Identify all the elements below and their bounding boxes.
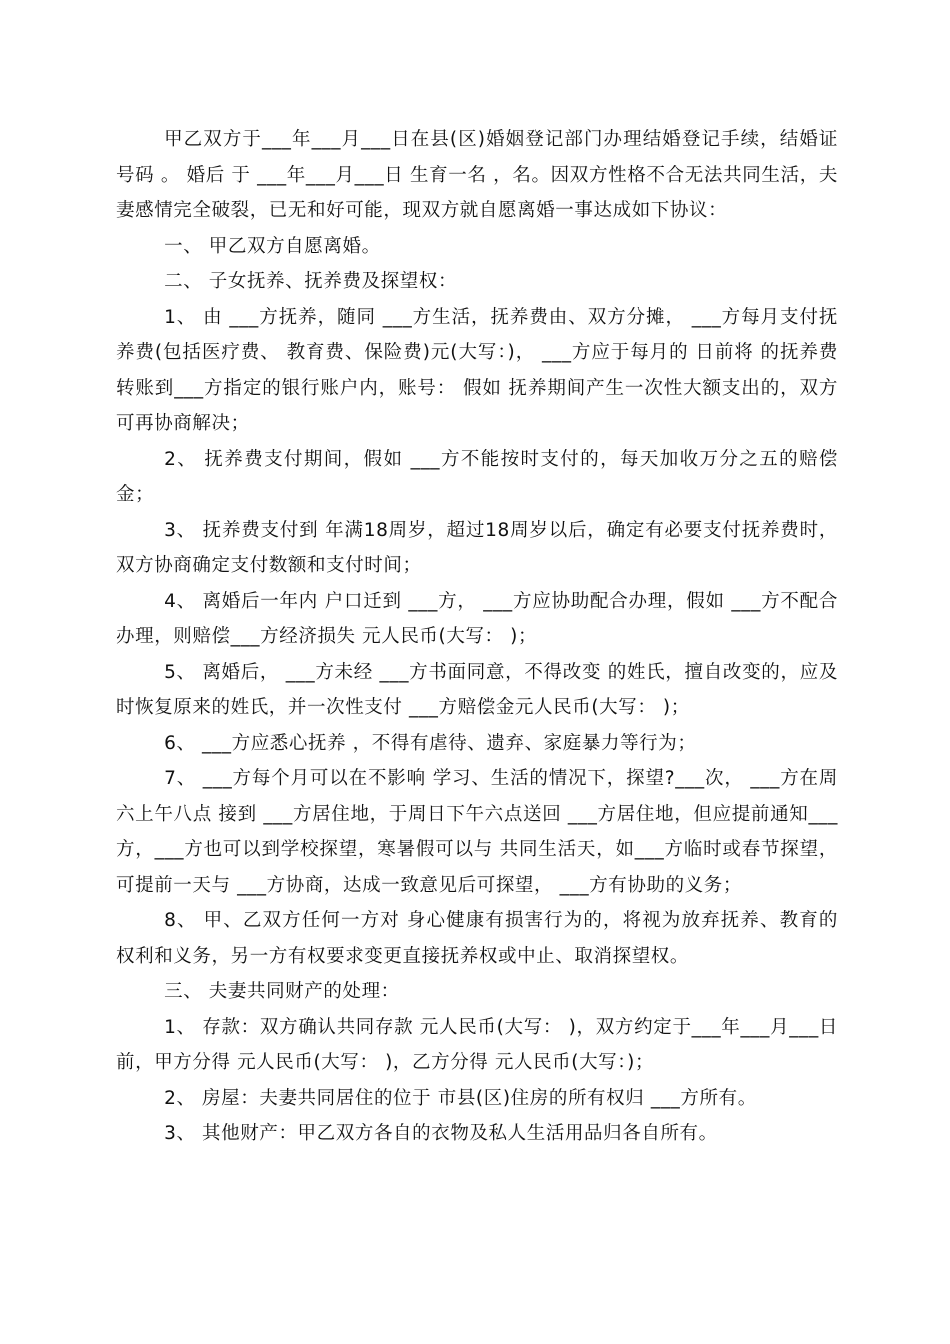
clause-2-7: 7、 ___方每个月可以在不影响 学习、生活的情况下，探望?___次， ___方在周六上午八点 接到 ___方居住地，于周日下午六点送回 ___方居住地，但应提前通知___方，___方也可以到学校探望，寒暑假可以与 共同生活天，如___方临时或春节探望，可提前一天与 ___方协商，达成一致意见后可探望， ___方有协助的义务；	[116, 768, 838, 896]
clause-2-8: 8、 甲、乙双方任何一方对 身心健康有损害行为的，将视为放弃抚养、教育的权利和义务，另一方有权要求变更直接抚养权或中止、取消探望权。	[116, 910, 838, 967]
clause-2-2: 2、 抚养费支付期间，假如 ___方不能按时支付的，每天加收万分之五的赔偿金；	[116, 448, 838, 505]
intro-paragraph: 甲乙双方于___年___月___日在县(区)婚姻登记部门办理结婚登记手续，结婚证号码 。 婚后 于 ___年___月___日 生育一名 ，名。因双方性格不合无法共同生活，夫妻感情完全破裂，已无和好可能，现双方就自愿离婚一事达成如下协议：	[116, 129, 838, 221]
clause-2-1: 1、 由 ___方抚养，随同 ___方生活，抚养费由、双方分摊， ___方每月支付抚养费(包括医疗费、 教育费、保险费)元(大写：)， ___方应于每月的 日前将 的抚养费转账到___方指定的银行账户内，账号： 假如 抚养期间产生一次性大额支出的，双方可再协商解决；	[116, 306, 838, 434]
clause-3-2: 2、 房屋：夫妻共同居住的位于 市县(区)住房的所有权归 ___方所有。	[164, 1087, 757, 1109]
section-1-heading: 一、 甲乙双方自愿离婚。	[164, 235, 381, 257]
clause-2-6: 6、 ___方应悉心抚养 ，不得有虐待、遗弃、家庭暴力等行为；	[164, 732, 697, 754]
clause-3-1: 1、 存款：双方确认共同存款 元人民币(大写： )，双方约定于___年___月___日前，甲方分得 元人民币(大写： )，乙方分得 元人民币(大写：)；	[116, 1016, 838, 1073]
section-2-heading: 二、 子女抚养、抚养费及探望权：	[164, 271, 458, 292]
document-body	[116, 122, 838, 1152]
clause-2-5: 5、 离婚后， ___方未经 ___方书面同意，不得改变 的姓氏，擅自改变的，应及时恢复原来的姓氏，并一次性支付 ___方赔偿金元人民币(大写： )；	[116, 661, 838, 718]
clause-2-4: 4、 离婚后一年内 户口迁到 ___方， ___方应协助配合办理，假如 ___方不配合办理，则赔偿___方经济损失 元人民币(大写： )；	[116, 590, 838, 647]
clause-3-3: 3、 其他财产：甲乙双方各自的衣物及私人生活用品归各自所有。	[164, 1123, 718, 1144]
section-3-heading: 三、 夫妻共同财产的处理：	[164, 981, 400, 1002]
clause-2-3: 3、 抚养费支付到 年满18周岁，超过18周岁以后，确定有必要支付抚养费时，双方协商确定支付数额和支付时间；	[116, 519, 838, 576]
